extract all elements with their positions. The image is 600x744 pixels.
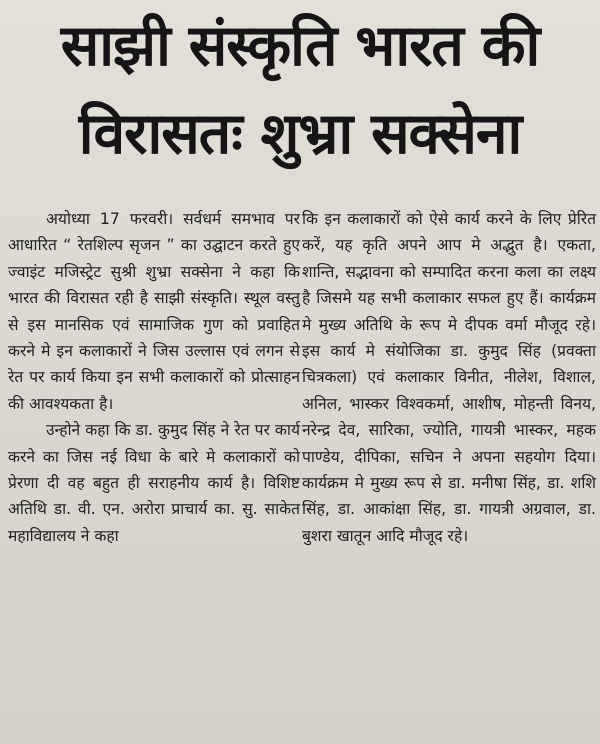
headline-line-1: साझी संस्कृति भारत की — [60, 13, 540, 79]
headline-line-2: विरासतः शुभ्रा सक्सेना — [78, 101, 522, 167]
article-paragraph: उन्होने कहा कि डा. कुमुद सिंह ने रेत पर कार्य करने का जिस नई विधा के बारे मे कलाकारों को प्रेरणा दी वह बहुत ही सराहनीय कार्य है। विशिष्ट अतिथि डा. वी. एन. अरोरा प्राचार्य का. सु. साकेत महाविद्यालय ने कहा — [8, 421, 300, 545]
article-column-right — [302, 206, 596, 549]
headline — [0, 0, 600, 200]
article-column-left — [8, 206, 300, 549]
article-paragraph: कि इन कलाकारों को ऐसे कार्य करने के लिए प्रेरित करें, यह कृति अपने आप मे अद्भुत है। एकता, शान्ति, सद्भावना को सम्पादित करना कला का लक्ष्य है जिसमे यह सभी कलाकार सफल हुए हैं। कार्यक्रम मे मुख्य अतिथि के रूप मे दीपक वर्मा मौजूद रहे। इस कार्य मे संयोजिका डा. कुमुद सिंह (प्रवक्ता चित्रकला) एवं कलाकार विनीत, नीलेश, विशाल, अनिल, भास्कर विश्वकर्मा, आशीष, मोहन्ती विनय, नरेन्द्र देव, सारिका, ज्योति, गायत्री भास्कर, महक पाण्डेय, दीपिका, सचिन ने अपना सहयोग दिया। कार्यक्रम मे मुख्य रूप से डा. मनीषा सिंह, डा. शशि सिंह, डा. आकांक्षा सिंह, डा. गायत्री अग्रवाल, डा. बुशरा खातून आदि मौजूद रहे। — [302, 210, 596, 545]
article-paragraph: अयोध्या 17 फरवरी। सर्वधर्म समभाव पर आधारित “ रेतशिल्प सृजन ” का उद्घाटन करते हुए ज्वाइंट मजिस्ट्रेट सुश्री शुभ्रा सक्सेना ने कहा कि भारत की विरासत रही है साझी संस्कृति। स्थूल वस्तु से इस मानसिक एवं सामाजिक गुण को प्रवाहित करने मे इन कलाकारों ने जिस उल्लास एवं लगन से रेत पर कार्य किया इन सभी कलाकारों को प्रोत्साहन की आवश्यकता है। — [8, 210, 300, 413]
